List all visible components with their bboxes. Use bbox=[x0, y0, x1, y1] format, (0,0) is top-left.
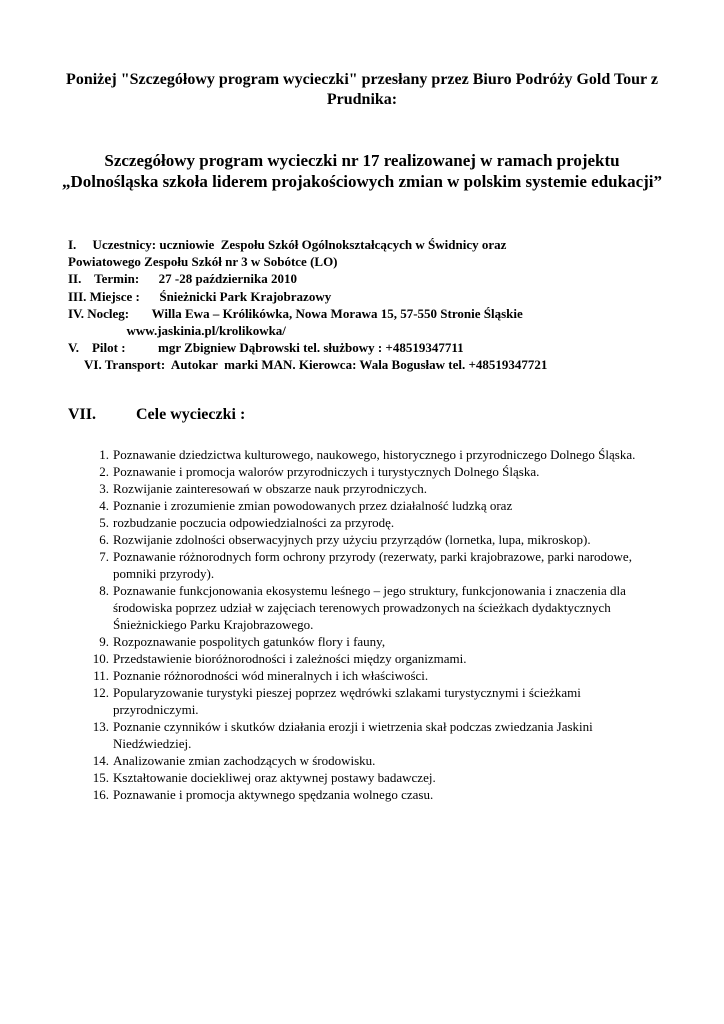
info-line: IV. Nocleg: Willa Ewa – Królikówka, Nowa Morawa 15, 57-550 Stronie Śląskie bbox=[68, 305, 523, 321]
section-heading bbox=[68, 405, 245, 425]
goal-text: Popularyzowanie turystyki pieszej poprzez wędrówki szlakami turystycznymi i ścieżkami przyrodniczymi. bbox=[113, 685, 581, 717]
goal-item bbox=[85, 718, 665, 752]
goal-number: 1. bbox=[99, 447, 109, 462]
goal-item bbox=[85, 514, 665, 531]
goal-number: 13. bbox=[92, 719, 109, 734]
info-line: Powiatowego Zespołu Szkół nr 3 w Sobótce (LO) bbox=[68, 254, 338, 270]
goal-text: Poznawanie funkcjonowania ekosystemu leśnego – jego struktury, funkcjonowania i znaczenia dla środowiska poprzez udział w zajęciach terenowych prowadzonych na ścieżkach dydaktycznych Śnieżnickiego Parku Krajobrazowego. bbox=[113, 583, 626, 632]
goal-item bbox=[85, 769, 665, 786]
goal-number: 10. bbox=[92, 651, 109, 666]
goal-text: Poznawanie i promocja aktywnego spędzania wolnego czasu. bbox=[113, 787, 434, 802]
goal-item bbox=[85, 463, 665, 480]
goal-text: Rozpoznawanie pospolitych gatunków flory i fauny, bbox=[113, 634, 386, 649]
goal-item bbox=[85, 480, 665, 497]
info-line: VI. Transport: Autokar marki MAN. Kierowca: Wala Bogusław tel. +48519347721 bbox=[68, 357, 548, 373]
goal-text: Poznanie czynników i skutków działania erozji i wietrzenia skał podczas zwiedzania Jaskini Niedźwiedziej. bbox=[113, 719, 593, 751]
goal-item bbox=[85, 752, 665, 769]
goal-text: rozbudzanie poczucia odpowiedzialności za przyrodę. bbox=[113, 515, 395, 530]
goal-text: Analizowanie zmian zachodzących w środowisku. bbox=[113, 753, 376, 768]
info-line: www.jaskinia.pl/krolikowka/ bbox=[68, 322, 286, 338]
goal-item bbox=[85, 633, 665, 650]
section-title: Cele wycieczki : bbox=[136, 406, 246, 423]
goal-text: Kształtowanie dociekliwej oraz aktywnej postawy badawczej. bbox=[113, 770, 436, 785]
goal-number: 7. bbox=[99, 549, 109, 564]
goal-item bbox=[85, 582, 665, 633]
trip-info bbox=[68, 236, 688, 374]
goal-text: Poznawanie dziedzictwa kulturowego, naukowego, historycznego i przyrodniczego Dolnego Śląska. bbox=[113, 447, 636, 462]
goal-number: 16. bbox=[92, 787, 109, 802]
goals-list bbox=[85, 446, 665, 803]
goal-number: 8. bbox=[99, 583, 109, 598]
goal-text: Rozwijanie zdolności obserwacyjnych przy użyciu przyrządów (lornetka, lupa, mikroskop). bbox=[113, 532, 591, 547]
info-line: I. Uczestnicy: uczniowie Zespołu Szkół Ogólnokształcących w Świdnicy oraz bbox=[68, 237, 507, 252]
goal-item bbox=[85, 548, 665, 582]
info-line: V. Pilot : mgr Zbigniew Dąbrowski tel. służbowy : +48519347711 bbox=[68, 340, 464, 356]
goal-item bbox=[85, 650, 665, 667]
goal-item bbox=[85, 684, 665, 718]
goal-text: Poznawanie i promocja walorów przyrodniczych i turystycznych Dolnego Śląska. bbox=[113, 464, 540, 479]
goal-text: Poznawanie różnorodnych form ochrony przyrody (rezerwaty, parki krajobrazowe, parki narodowe, pomniki przyrody). bbox=[113, 549, 632, 581]
goal-number: 3. bbox=[99, 481, 109, 496]
goal-number: 2. bbox=[99, 464, 109, 479]
goal-item bbox=[85, 497, 665, 514]
info-line: II. Termin: 27 -28 października 2010 bbox=[68, 271, 297, 287]
goal-number: 4. bbox=[99, 498, 109, 513]
goal-number: 11. bbox=[93, 668, 109, 683]
goal-number: 5. bbox=[99, 515, 109, 530]
section-number: VII. bbox=[68, 406, 97, 423]
program-title: Szczegółowy program wycieczki nr 17 realizowanej w ramach projektu „Dolnośląska szkoła liderem projakościowych zmian w polskim systemie edukacji” bbox=[61, 151, 663, 191]
goal-number: 15. bbox=[92, 770, 109, 785]
goal-item bbox=[85, 531, 665, 548]
goal-number: 6. bbox=[99, 532, 109, 547]
goal-text: Rozwijanie zainteresowań w obszarze nauk przyrodniczych. bbox=[113, 481, 428, 496]
intro-heading: Poniżej "Szczegółowy program wycieczki" przesłany przez Biuro Podróży Gold Tour z Prudnika: bbox=[66, 71, 658, 108]
info-line: III. Miejsce : Śnieżnicki Park Krajobrazowy bbox=[68, 288, 332, 304]
goal-text: Poznanie i zrozumienie zmian powodowanych przez działalność ludzką oraz bbox=[113, 498, 513, 513]
goal-number: 12. bbox=[92, 685, 109, 700]
goal-item bbox=[85, 667, 665, 684]
goal-text: Przedstawienie bioróżnorodności i zależności między organizmami. bbox=[113, 651, 467, 666]
goal-number: 14. bbox=[92, 753, 109, 768]
goal-item bbox=[85, 446, 665, 463]
goal-text: Poznanie różnorodności wód mineralnych i ich właściwości. bbox=[113, 668, 429, 683]
goal-number: 9. bbox=[99, 634, 109, 649]
goal-item bbox=[85, 786, 665, 803]
